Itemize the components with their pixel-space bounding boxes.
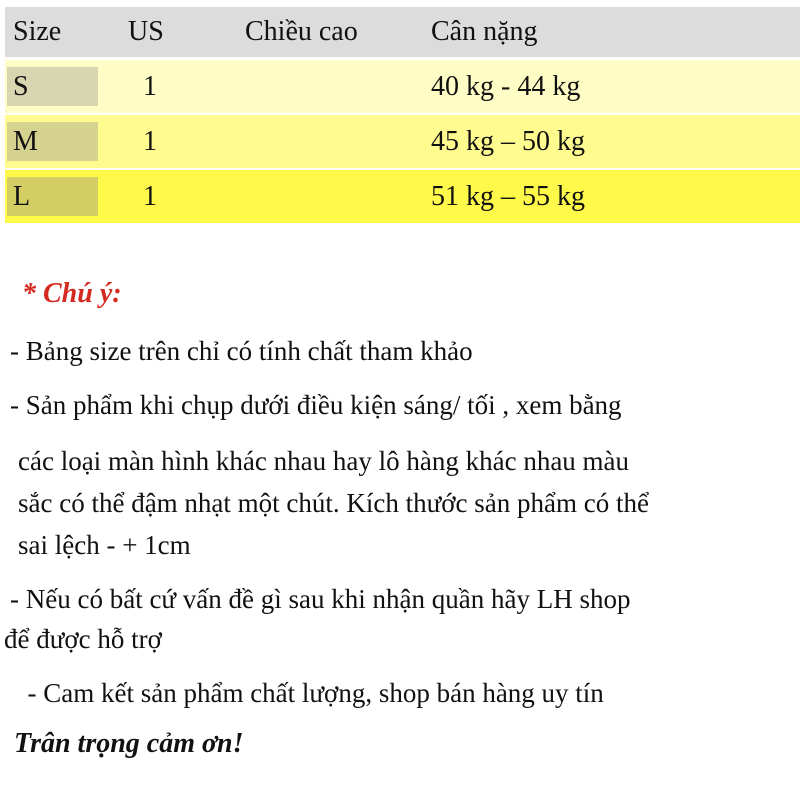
- table-row: [5, 60, 800, 113]
- row-size: L: [13, 181, 31, 212]
- closing-text: Trân trọng cảm ơn!: [14, 728, 244, 759]
- row-weight: 40 kg - 44 kg: [431, 71, 581, 102]
- header-size: Size: [13, 16, 62, 47]
- header-weight: Cân nặng: [431, 16, 538, 47]
- row-us: 1: [143, 126, 157, 157]
- header-height: Chiều cao: [245, 16, 358, 47]
- size-table: [5, 7, 800, 225]
- row-weight: 51 kg – 55 kg: [431, 181, 585, 212]
- row-us: 1: [143, 71, 157, 102]
- note-line: các loại màn hình khác nhau hay lô hàng khác nhau màu: [18, 446, 630, 476]
- table-row: [5, 115, 800, 168]
- note-line: sai lệch - + 1cm: [18, 530, 191, 560]
- header-us: US: [128, 16, 164, 47]
- note-line: để được hỗ trợ: [4, 624, 162, 654]
- row-size: M: [13, 126, 38, 157]
- note-line: - Bảng size trên chỉ có tính chất tham khảo: [10, 336, 473, 366]
- row-us: 1: [143, 181, 157, 212]
- table-row: [5, 170, 800, 223]
- note-line: sắc có thể đậm nhạt một chút. Kích thước sản phẩm có thể: [18, 488, 649, 518]
- row-weight: 45 kg – 50 kg: [431, 126, 585, 157]
- note-line: - Cam kết sản phẩm chất lượng, shop bán hàng uy tín: [14, 678, 604, 708]
- note-line: - Nếu có bất cứ vấn đề gì sau khi nhận quần hãy LH shop: [10, 584, 631, 614]
- row-size: S: [13, 71, 29, 102]
- table-header-row: [5, 7, 800, 57]
- note-line: - Sản phẩm khi chụp dưới điều kiện sáng/ tối , xem bằng: [10, 390, 622, 420]
- notes-title: * Chú ý:: [22, 278, 122, 309]
